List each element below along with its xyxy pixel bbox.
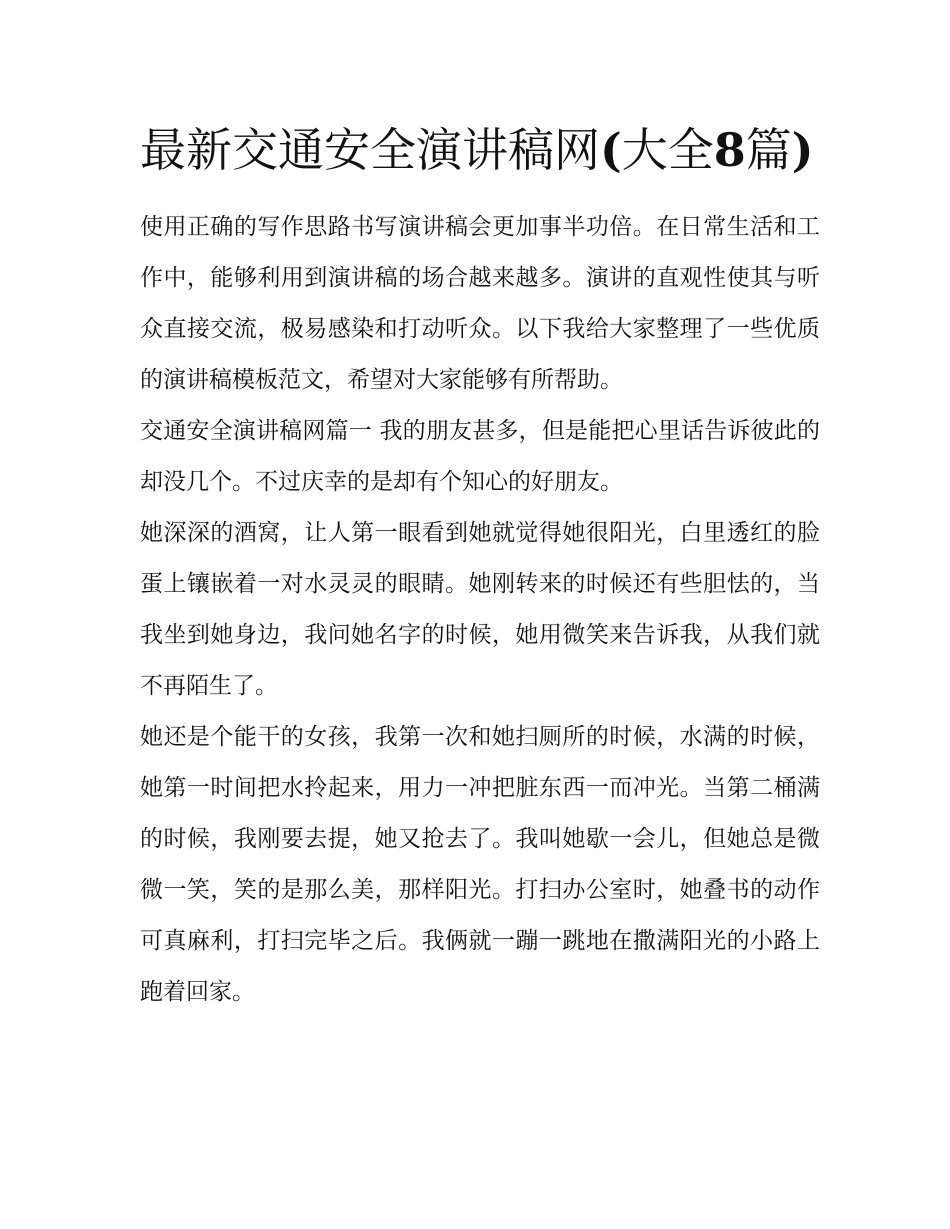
paragraph-section-one: 交通安全演讲稿网篇一 我的朋友甚多，但是能把心里话告诉彼此的却没几个。不过庆幸的是却有个知心的好朋友。: [140, 418, 820, 495]
paragraph-dimples: 她深深的酒窝，让人第一眼看到她就觉得她很阳光，白里透红的脸蛋上镶嵌着一对水灵灵的眼睛。她刚转来的时候还有些胆怯的，当我坐到她身边，我问她名字的时候，她用微笑来告诉我，从我们就不再陌生了。: [140, 520, 820, 699]
paragraph-intro: 使用正确的写作思路书写演讲稿会更加事半功倍。在日常生活和工作中，能够利用到演讲稿的场合越来越多。演讲的直观性使其与听众直接交流，极易感染和打动听众。以下我给大家整理了一些优质的演讲稿模板范文，希望对大家能够有所帮助。: [140, 214, 820, 393]
paragraph-capable-girl: 她还是个能干的女孩，我第一次和她扫厕所的时候，水满的时候，她第一时间把水拎起来，用力一冲把脏东西一而冲光。当第二桶满的时候，我刚要去提，她又抢去了。我叫她歇一会儿，但她总是微微一笑，笑的是那么美，那样阳光。打扫办公室时，她叠书的动作可真麻利，打扫完毕之后。我俩就一蹦一跳地在撒满阳光的小路上跑着回家。: [140, 724, 820, 1005]
document-title: 最新交通安全演讲稿网(大全8篇): [140, 123, 814, 177]
